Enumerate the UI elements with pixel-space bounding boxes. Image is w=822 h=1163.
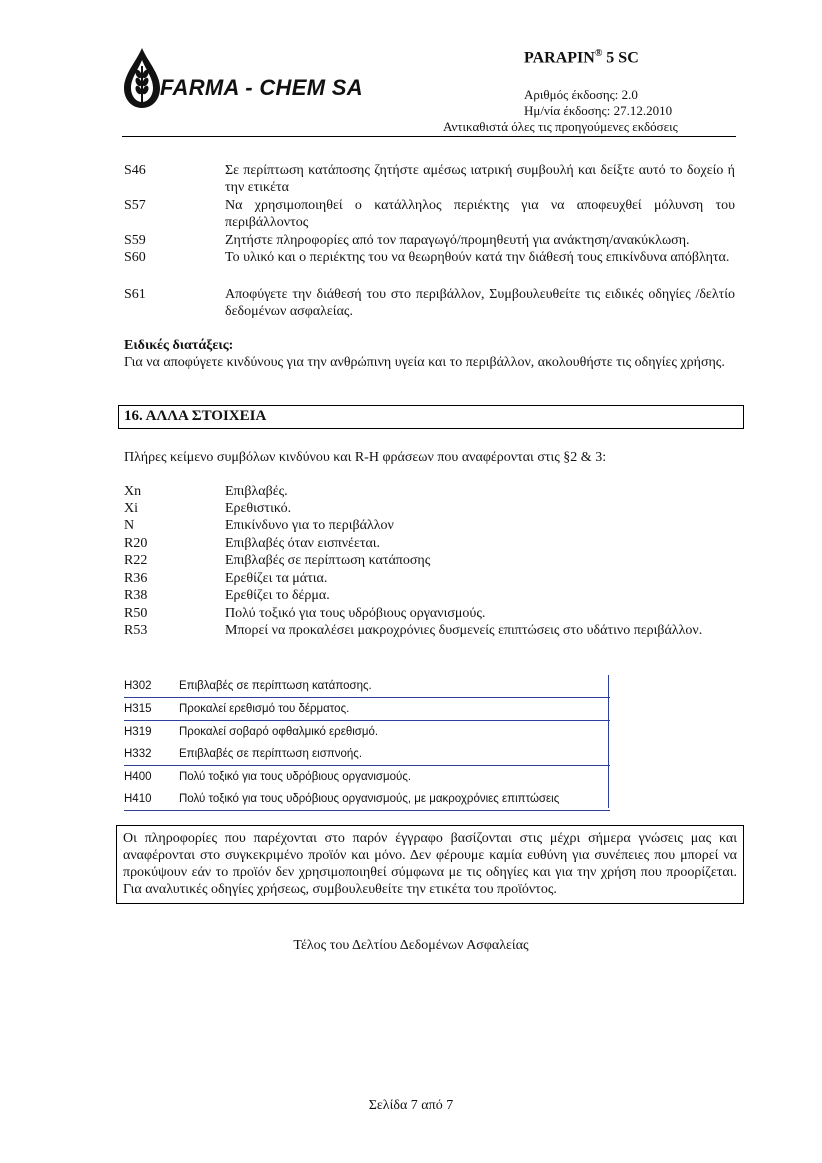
special-provisions-title: Ειδικές διατάξεις: <box>124 338 234 353</box>
section-16-intro: Πλήρες κείμενο συμβόλων κινδύνου και R-H φράσεων που αναφέρονται στις §2 & 3: <box>124 450 607 465</box>
s-phrase-text: Το υλικό και ο περιέκτης του να θεωρηθούν κατά την διάθεσή τους επικίνδυνα απόβλητα. <box>225 250 730 265</box>
r-phrase-code: R53 <box>124 623 148 638</box>
h-phrase-row <box>124 721 610 743</box>
h-phrase-text: Προκαλεί ερεθισμό του δέρματος. <box>179 703 350 715</box>
h-phrase-text: Επιβλαβές σε περίπτωση εισπνοής. <box>179 748 363 760</box>
hazard-code: N <box>124 518 135 533</box>
special-provisions-text: Για να αποφύγετε κινδύνους για την ανθρώπινη υγεία και το περιβάλλον, ακολουθήστε τις οδηγίες χρήσης. <box>124 355 725 370</box>
h-phrases-table <box>124 675 610 811</box>
r-phrase-code: R50 <box>124 606 148 621</box>
r-phrase-code: R38 <box>124 588 148 603</box>
hazard-text: Επικίνδυνο για το περιβάλλον <box>225 518 394 533</box>
disclaimer-box: Οι πληροφορίες που παρέχονται στο παρόν έγγραφο βασίζονται στις μέχρι σήμερα γνώσεις μας και αναφέρονται στο συγκεκριμένο προϊόν και μόνο. Δεν φέρουμε καμία ευθύνη για συνέπειες που μπορεί να προκύψουν εάν το προϊόν δεν χρησιμοποιηθεί σύμφωνα με τις οδηγίες και για την χρήση που προορίζεται. Για αναλυτικές οδηγίες χρήσεως, συμβουλευθείτε την ετικέτα του προϊόντος. <box>116 825 744 904</box>
r-phrase-text: Ερεθίζει τα μάτια. <box>225 571 328 586</box>
table-border <box>608 675 609 808</box>
s-phrase-text: Ζητήστε πληροφορίες από τον παραγωγό/προμηθευτή για ανάκτηση/ανακύκλωση. <box>225 233 690 248</box>
r-phrase-code: R36 <box>124 571 148 586</box>
s-phrase-text: Σε περίπτωση κατάποσης ζητήστε αμέσως ιατρική συμβουλή και δείξτε αυτό το δοχείο ή την ετικέτα <box>225 163 735 195</box>
r-phrase-text: Επιβλαβές όταν εισπνέεται. <box>225 536 381 551</box>
end-of-sheet: Τέλος του Δελτίου Δεδομένων Ασφαλείας <box>293 938 529 953</box>
h-phrase-text: Πολύ τοξικό για τους υδρόβιους οργανισμούς. <box>179 771 412 783</box>
r-phrase-text: Επιβλαβές σε περίπτωση κατάποσης <box>225 553 431 568</box>
r-phrase-text: Πολύ τοξικό για τους υδρόβιους οργανισμούς. <box>225 606 486 621</box>
replaces-note: Αντικαθιστά όλες τις προηγούμενες εκδόσεις <box>443 119 678 134</box>
h-phrase-code: H319 <box>124 726 152 738</box>
page-number: Σελίδα 7 από 7 <box>368 1098 454 1113</box>
s-phrase-code: S57 <box>124 198 146 213</box>
s-phrase-text: Να χρησιμοποιηθεί ο κατάλληλος περιέκτης για να αποφευχθεί μόλυνση του περιβάλλοντος <box>225 198 735 230</box>
s-phrase-code: S46 <box>124 163 146 178</box>
h-phrase-text: Πολύ τοξικό για τους υδρόβιους οργανισμούς, με μακροχρόνιες επιπτώσεις <box>179 793 560 805</box>
h-phrase-row <box>124 698 610 721</box>
company-name: FARMA - CHEM SA <box>160 75 363 100</box>
hazard-text: Ερεθιστικό. <box>225 501 292 516</box>
h-phrase-code: H400 <box>124 771 152 783</box>
r-phrase-code: R20 <box>124 536 148 551</box>
s-phrase-code: S61 <box>124 287 146 302</box>
h-phrase-text: Προκαλεί σοβαρό οφθαλμικό ερεθισμό. <box>179 726 379 738</box>
header-divider <box>122 136 736 137</box>
r-phrase-text: Μπορεί να προκαλέσει μακροχρόνιες δυσμενείς επιπτώσεις στο υδάτινο περιβάλλον. <box>225 623 703 638</box>
h-phrase-row <box>124 766 610 788</box>
version-number: Αριθμός έκδοσης: 2.0 <box>524 87 638 102</box>
h-phrase-code: H302 <box>124 680 152 692</box>
h-phrase-code: H410 <box>124 793 152 805</box>
r-phrase-text: Ερεθίζει το δέρμα. <box>225 588 330 603</box>
h-phrase-row <box>124 788 610 811</box>
hazard-code: Xn <box>124 484 142 499</box>
r-phrase-code: R22 <box>124 553 148 568</box>
h-phrase-code: H332 <box>124 748 152 760</box>
s-phrase-text: Αποφύγετε την διάθεσή του στο περιβάλλον, Συμβουλευθείτε τις ειδικές οδηγίες /δελτίο δεδομένων ασφαλείας. <box>225 287 735 319</box>
hazard-code: Xi <box>124 501 138 516</box>
section-16-title: 16. ΑΛΛΑ ΣΤΟΙΧΕΙΑ <box>124 408 267 424</box>
h-phrase-code: H315 <box>124 703 152 715</box>
product-title: PARAPIN® 5 SC <box>524 48 639 67</box>
issue-date: Ημ/νία έκδοσης: 27.12.2010 <box>524 103 673 118</box>
s-phrase-code: S60 <box>124 250 146 265</box>
h-phrase-text: Επιβλαβές σε περίπτωση κατάποσης. <box>179 680 372 692</box>
hazard-text: Επιβλαβές. <box>225 484 288 499</box>
h-phrase-row <box>124 675 610 698</box>
s-phrase-code: S59 <box>124 233 146 248</box>
h-phrase-row <box>124 743 610 766</box>
